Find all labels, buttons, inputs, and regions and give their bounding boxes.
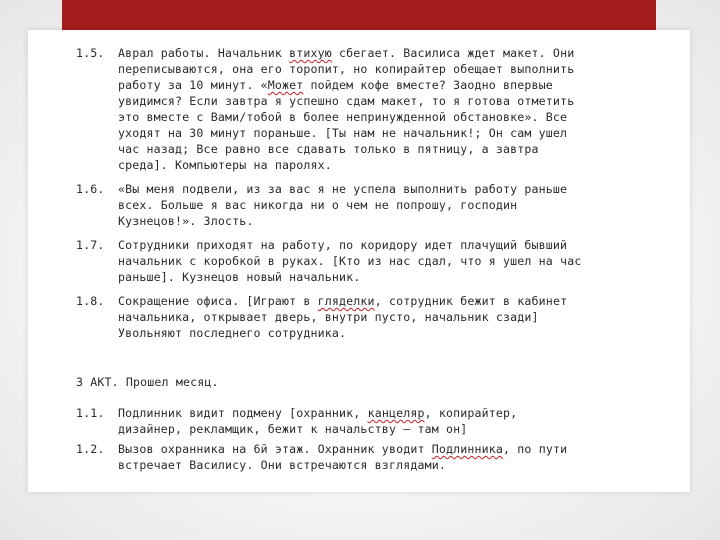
text-line: начальника, открывает дверь, внутри пусто, начальник сзади] (118, 310, 539, 324)
text-line: это вместе с Вами/тобой в более непринужденной обстановке». Все (118, 110, 568, 124)
text-line: Кузнецов!». Злость. (118, 214, 254, 228)
text-line: встречает Василису. Они встречаются взглядами. (118, 458, 446, 472)
item-number: 1.2. (76, 442, 105, 456)
text-line: уходят на 30 минут пораньше. [Ты нам не начальник!; Он сам ушел (118, 126, 568, 140)
text-line: работу за 10 минут. «Может пойдем кофе вместе? Заодно впервые (118, 78, 553, 92)
text-line: Увольняют последнего сотрудника. (118, 326, 347, 340)
text-line: час назад; Все равно все сдавать только в пятницу, а завтра (118, 142, 539, 156)
item-number: 1.5. (76, 46, 105, 60)
text-line: Сотрудники приходят на работу, по коридору идет плачущий бывший (118, 238, 568, 252)
text-line: раньше]. Кузнецов новый начальник. (118, 270, 361, 284)
document-page (28, 30, 690, 492)
item-number: 1.1. (76, 406, 105, 420)
text-line: «Вы меня подвели, из за вас я не успела выполнить работу раньше (118, 182, 568, 196)
text-line: увидимся? Если завтра я успешно сдам макет, то я готова отметить (118, 94, 575, 108)
text-line: Аврал работы. Начальник втихую сбегает. Василиса ждет макет. Они (118, 46, 575, 60)
text-line: среда]. Компьютеры на паролях. (118, 158, 332, 172)
item-number: 1.8. (76, 294, 105, 308)
text-line: дизайнер, рекламщик, бежит к начальству – там он] (118, 422, 468, 436)
text-line: переписываются, она его торопит, но копирайтер обещает выполнить (118, 62, 575, 76)
text-line: начальник с коробкой в руках. [Кто из нас сдал, что я ушел на час (118, 254, 582, 268)
item-number: 1.7. (76, 238, 105, 252)
act-heading: 3 АКТ. Прошел месяц. (76, 375, 219, 389)
text-line: Подлинник видит подмену [охранник, канцеляр, копирайтер, (118, 406, 518, 420)
text-line: Сокращение офиса. [Играют в гляделки, сотрудник бежит в кабинет (118, 294, 568, 308)
text-line: всех. Больше я вас никогда ни о чем не попрошу, господин (118, 198, 518, 212)
item-number: 1.6. (76, 182, 105, 196)
top-accent-bar (62, 0, 656, 30)
text-line: Вызов охранника на 6й этаж. Охранник уводит Подлинника, по пути (118, 442, 568, 456)
